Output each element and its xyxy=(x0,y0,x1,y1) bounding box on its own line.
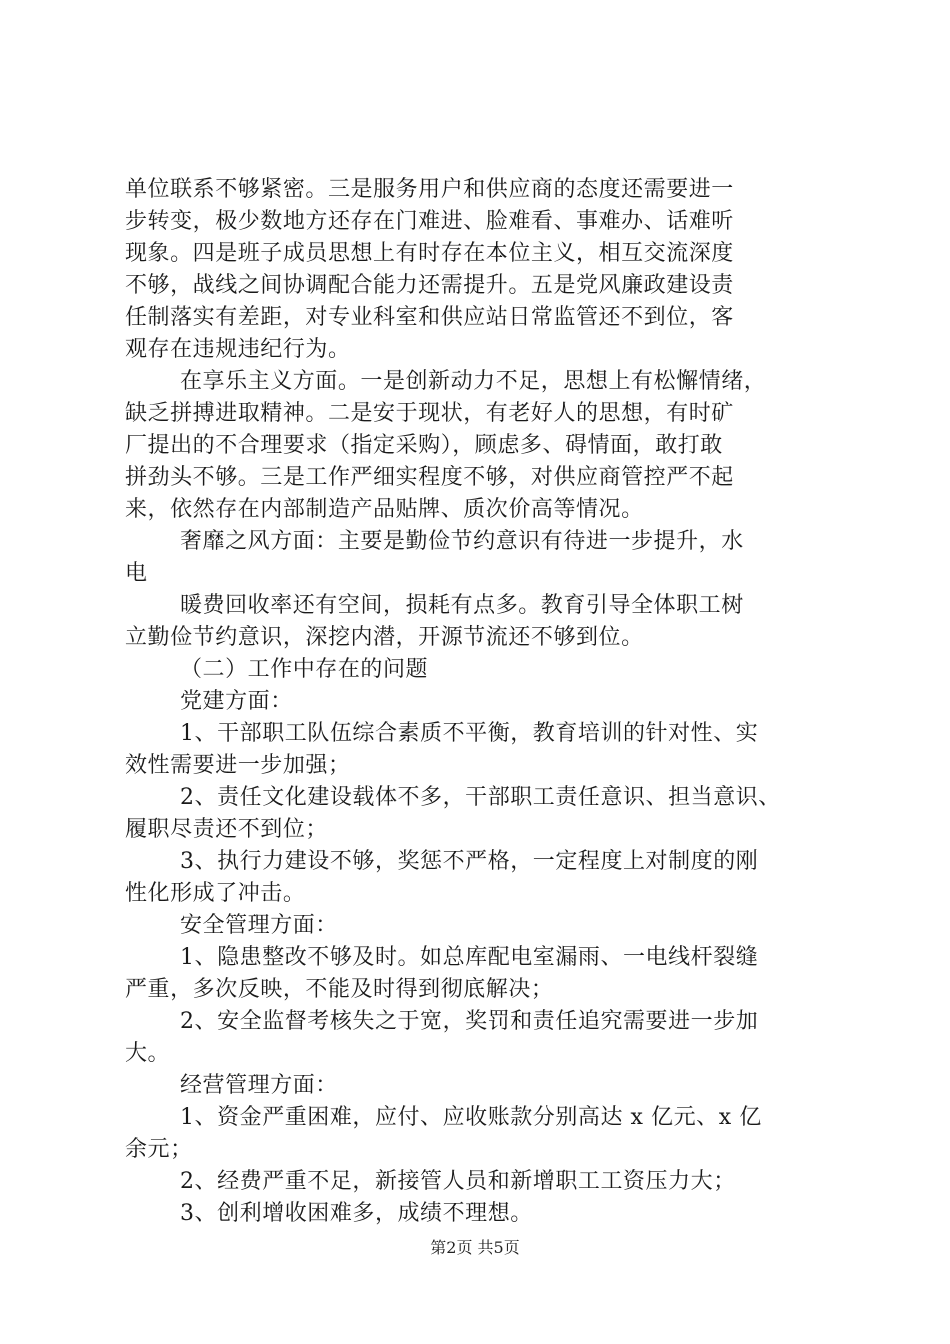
page-number-footer: 第2页 共5页 xyxy=(430,1238,520,1257)
text-line: 不够，战线之间协调配合能力还需提升。五是党风廉政建设责 xyxy=(125,273,734,298)
text-line: 厂提出的不合理要求（指定采购），顾虑多、碍情面，敢打敢 xyxy=(125,433,723,458)
list-item: 2、经费严重不足，新接管人员和新增职工工资压力大； xyxy=(180,1169,736,1194)
text-line: 步转变，极少数地方还存在门难进、脸难看、事难办、话难听 xyxy=(125,209,734,234)
list-item: 1、资金严重困难，应付、应收账款分别高达 x 亿元、x 亿 xyxy=(180,1105,762,1130)
text-line: 大。 xyxy=(125,1041,171,1066)
text-line: 单位联系不够紧密。三是服务用户和供应商的态度还需要进一 xyxy=(125,177,734,202)
text-line: 拼劲头不够。三是工作严细实程度不够，对供应商管控严不起 xyxy=(125,465,734,490)
text-line: 暖费回收率还有空间，损耗有点多。教育引导全体职工树 xyxy=(180,593,744,618)
list-item: 3、执行力建设不够，奖惩不严格，一定程度上对制度的刚 xyxy=(180,849,759,874)
text-line: 现象。四是班子成员思想上有时存在本位主义，相互交流深度 xyxy=(125,241,734,266)
text-line: 奢靡之风方面：主要是勤俭节约意识有待进一步提升，水 xyxy=(180,529,744,554)
text-line: 严重，多次反映，不能及时得到彻底解决； xyxy=(125,977,554,1002)
text-line: 立勤俭节约意识，深挖内潜，开源节流还不够到位。 xyxy=(125,625,644,650)
subsection-heading: 党建方面： xyxy=(180,689,293,714)
list-item: 3、创利增收困难多，成绩不理想。 xyxy=(180,1201,533,1226)
text-line: 性化形成了冲击。 xyxy=(125,881,306,906)
text-line: 任制落实有差距，对专业科室和供应站日常监管还不到位，客 xyxy=(125,305,734,330)
text-line: 电 xyxy=(125,561,148,586)
text-line: 来，依然存在内部制造产品贴牌、质次价高等情况。 xyxy=(125,497,644,522)
subsection-heading: 经营管理方面： xyxy=(180,1073,338,1098)
section-heading: （二）工作中存在的问题 xyxy=(180,657,429,682)
list-item: 2、安全监督考核失之于宽，奖罚和责任追究需要进一步加 xyxy=(180,1009,759,1034)
text-line: 缺乏拼搏进取精神。二是安于现状，有老好人的思想，有时矿 xyxy=(125,401,734,426)
text-line: 在享乐主义方面。一是创新动力不足，思想上有松懈情绪， xyxy=(180,369,767,394)
list-item: 1、干部职工队伍综合素质不平衡，教育培训的针对性、实 xyxy=(180,721,759,746)
text-line: 余元； xyxy=(125,1137,193,1162)
text-line: 履职尽责还不到位； xyxy=(125,817,328,842)
list-item: 2、责任文化建设载体不多，干部职工责任意识、担当意识、 xyxy=(180,785,781,810)
text-line: 效性需要进一步加强； xyxy=(125,753,351,778)
list-item: 1、隐患整改不够及时。如总库配电室漏雨、一电线杆裂缝 xyxy=(180,945,759,970)
text-line: 观存在违规违纪行为。 xyxy=(125,337,351,362)
subsection-heading: 安全管理方面： xyxy=(180,913,338,938)
